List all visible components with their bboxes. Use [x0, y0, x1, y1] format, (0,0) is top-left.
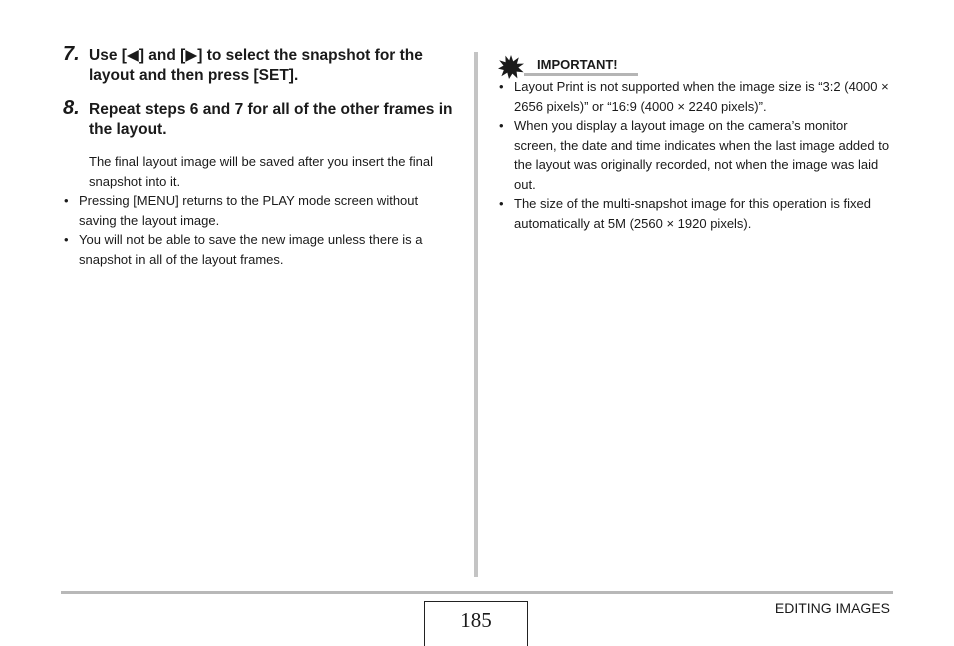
step-7: [63, 43, 458, 86]
column-divider: [474, 52, 478, 577]
list-item: • Pressing [MENU] returns to the PLAY mode screen without saving the layout image.: [63, 191, 458, 230]
starburst-icon: [498, 55, 524, 79]
important-underline: [524, 73, 638, 76]
important-label: IMPORTANT!: [537, 57, 618, 72]
list-item: • When you display a layout image on the camera’s monitor screen, the date and time indicates when the last image added to the layout was originally recorded, not when the image was laid out.: [498, 116, 893, 194]
step-8: [63, 97, 458, 140]
important-list: [498, 77, 893, 233]
section-title: EDITING IMAGES: [774, 600, 890, 616]
notes-list: [63, 191, 458, 269]
page-number: 185: [460, 608, 492, 632]
list-item: • Layout Print is not supported when the image size is “3:2 (4000 × 2656 pixels)” or “16:9 (4000 × 2240 pixels)”.: [498, 77, 893, 116]
step-text: Repeat steps 6 and 7 for all of the other frames in the layout.: [89, 101, 453, 138]
step-text: Use [◀] and [▶] to select the snapshot for the layout and then press [SET].: [89, 47, 423, 84]
important-header: [498, 55, 893, 77]
step-number: 7.: [63, 43, 80, 65]
important-section: [498, 55, 893, 233]
step-number: 8.: [63, 97, 80, 119]
page-number-box: [424, 601, 528, 646]
footer-divider: [61, 591, 893, 594]
left-column: [63, 43, 458, 269]
list-item: • You will not be able to save the new image unless there is a snapshot in all of the layout frames.: [63, 230, 458, 269]
list-item: • The size of the multi-snapshot image for this operation is fixed automatically at 5M (2560 × 1920 pixels).: [498, 194, 893, 233]
step-description: The final layout image will be saved after you insert the final snapshot into it.: [89, 154, 433, 189]
